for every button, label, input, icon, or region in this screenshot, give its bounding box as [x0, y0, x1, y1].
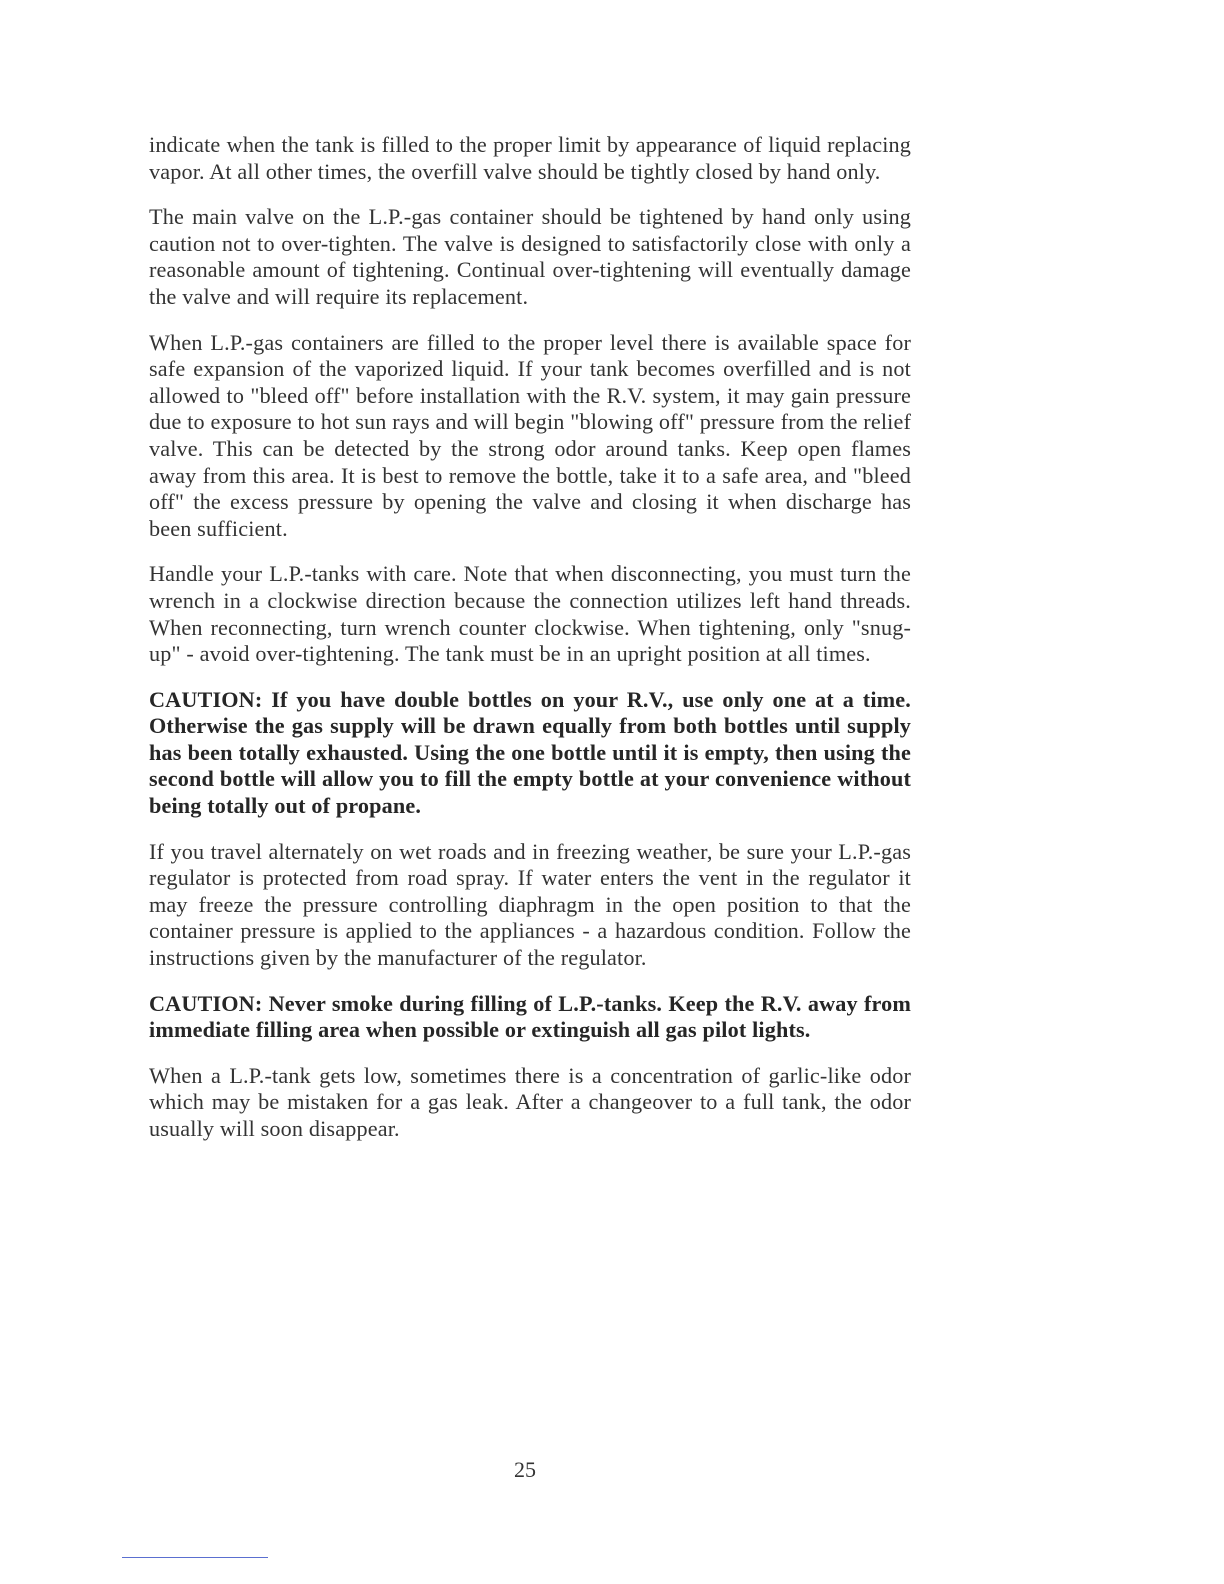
paragraph-overfill-valve: indicate when the tank is filled to the proper limit by appearance of liquid replacing vapor. At all other times, the overfill valve should be tightly closed by hand only. — [149, 132, 911, 184]
paragraph-main-valve: The main valve on the L.P.-gas container should be tightened by hand only using caution not to over-tighten. The valve is designed to satisfactorily close with only a reasonable amount of tightening. Continual over-tightening will eventually damage the valve and will require its replacement. — [149, 204, 911, 309]
paragraph-handling: Handle your L.P.-tanks with care. Note that when disconnecting, you must turn the wrench in a clockwise direction because the connection utilizes left hand threads. When reconnecting, turn wrench counter clockwise. When tightening, only "snug-up" - avoid over-tightening. The tank must be in an upright position at all times. — [149, 561, 911, 667]
page-number: 25 — [514, 1457, 536, 1482]
caution-no-smoking: CAUTION: Never smoke during filling of L.P.-tanks. Keep the R.V. away from immediate filling area when possible or extinguish all gas pilot lights. — [149, 990, 911, 1043]
paragraph-expansion: When L.P.-gas containers are filled to the proper level there is available space for safe expansion of the vaporized liquid. If your tank becomes overfilled and is not allowed to "bleed off" before installation with the R.V. system, it may gain pressure due to exposure to hot sun rays and will begin "blowing off" pressure from the relief valve. This can be detected by the strong odor around tanks. Keep open flames away from this area. It is best to remove the bottle, take it to a safe area, and "bleed off" the excess pressure by opening the valve and closing it when discharge has been sufficient. — [149, 329, 911, 541]
caution-double-bottles: CAUTION: If you have double bottles on your R.V., use only one at a time. Otherwise the gas supply will be drawn equally from both bottles until supply has been totally exhausted. Using the one bottle until it is empty, then using the second bottle will allow you to fill the empty bottle at your convenience without being totally out of propane. — [149, 686, 911, 819]
page-body — [149, 132, 911, 1162]
paragraph-regulator: If you travel alternately on wet roads and in freezing weather, be sure your L.P.-gas regulator is protected from road spray. If water enters the vent in the regulator it may freeze the pressure controlling diaphragm in the open position to that the container pressure is applied to the appliances - a hazardous condition. Follow the instructions given by the manufacturer of the regulator. — [149, 838, 911, 971]
footer-rule — [122, 1557, 268, 1558]
paragraph-odor: When a L.P.-tank gets low, sometimes there is a concentration of garlic-like odor which may be mistaken for a gas leak. After a changeover to a full tank, the odor usually will soon disappear. — [149, 1062, 911, 1141]
